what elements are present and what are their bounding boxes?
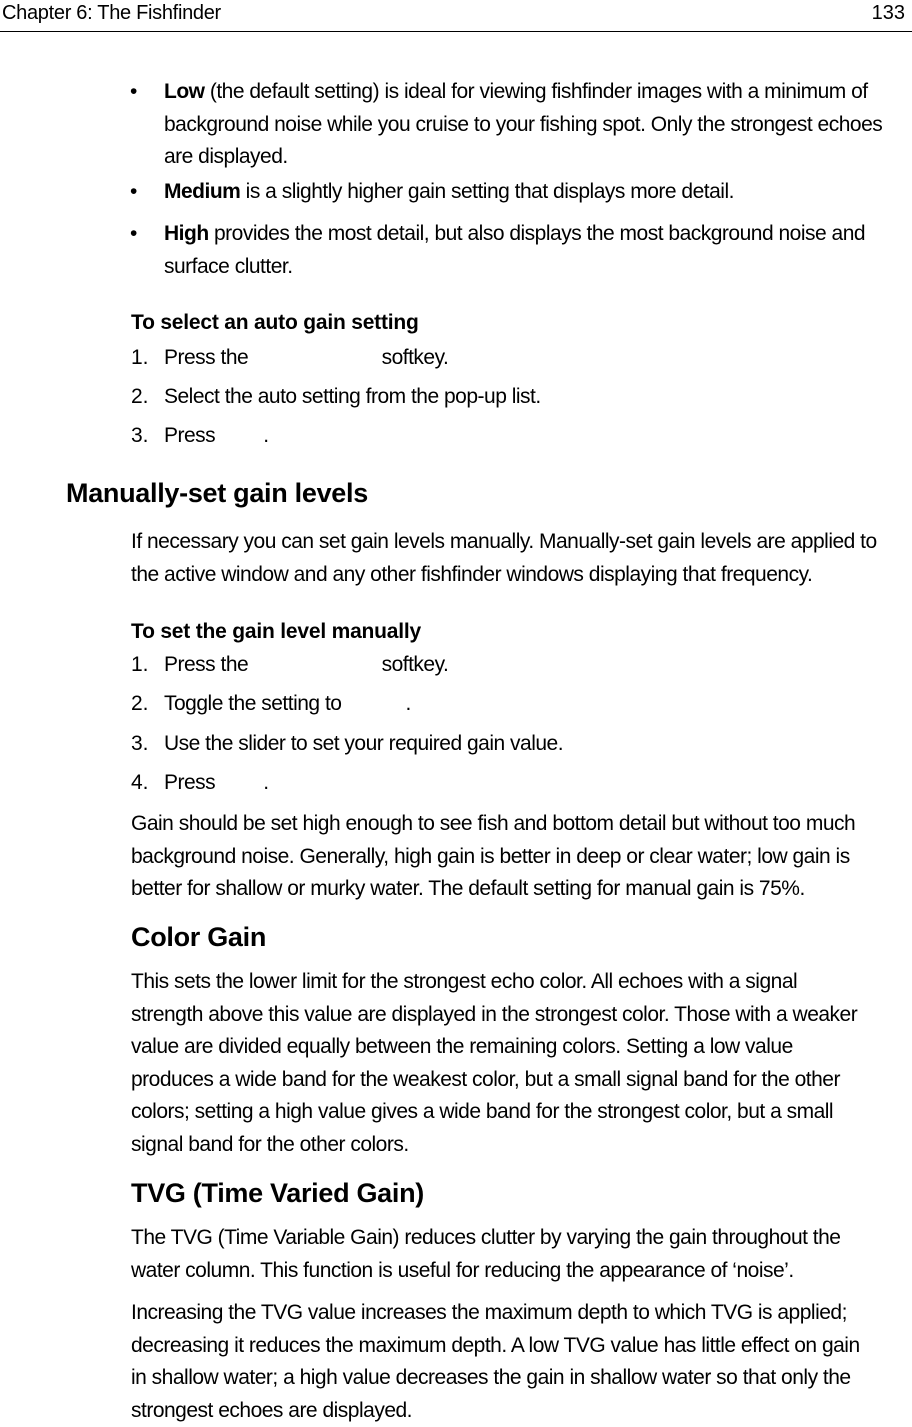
chapter-title: Chapter 6: The Fishfinder xyxy=(2,2,221,24)
step-text: Press the softkey. xyxy=(164,346,449,369)
step-text: Press . xyxy=(164,424,269,447)
step-text: Select the auto setting from the pop-up list. xyxy=(164,385,541,408)
bullet-medium xyxy=(164,176,909,209)
step-number: 3. xyxy=(131,732,149,755)
step-number: 1. xyxy=(131,653,149,676)
procedure-title-manual-gain: To set the gain level manually xyxy=(131,620,422,643)
section-heading-tvg: TVG (Time Varied Gain) xyxy=(131,1178,424,1208)
bullet-term: High xyxy=(164,222,209,245)
tvg-paragraph-1 xyxy=(131,1222,909,1287)
paragraph-line: the active window and any other fishfinder windows displaying that frequency. xyxy=(131,562,813,586)
bullet-text: (the default setting) is ideal for viewing fishfinder images with a minimum of xyxy=(204,80,868,103)
page-number: 133 xyxy=(871,2,905,24)
procedure-title-auto-gain: To select an auto gain setting xyxy=(131,311,419,334)
step-number: 2. xyxy=(131,385,149,408)
paragraph-line: background noise. Generally, high gain is better in deep or clear water; low gain is xyxy=(131,844,850,868)
color-gain-paragraph xyxy=(131,966,909,1161)
paragraph-line: strongest echoes are displayed. xyxy=(131,1398,413,1422)
step-text: Press the softkey. xyxy=(164,653,449,676)
paragraph-line: colors; setting a high value gives a wide band for the strongest color, but a small xyxy=(131,1100,834,1123)
bullet-marker: • xyxy=(130,222,138,245)
bullet-text: surface clutter. xyxy=(164,254,293,278)
bullet-text: background noise while you cruise to your fishing spot. Only the strongest echoes xyxy=(164,112,883,136)
bullet-high xyxy=(164,218,909,283)
step-text: Toggle the setting to . xyxy=(164,692,411,715)
bullet-text: are displayed. xyxy=(164,145,288,168)
paragraph-line: water column. This function is useful for reducing the appearance of ‘noise’. xyxy=(131,1258,794,1282)
bullet-term: Low xyxy=(164,80,205,103)
paragraph-line: decreasing it reduces the maximum depth. A low TVG value has little effect on gain xyxy=(131,1333,860,1357)
page-header xyxy=(0,0,912,32)
paragraph-line: This sets the lower limit for the strongest echo color. All echoes with a signal xyxy=(131,970,798,993)
bullet-marker: • xyxy=(130,180,138,203)
bullet-low xyxy=(164,76,909,174)
step-number: 3. xyxy=(131,424,149,447)
paragraph-line: produces a wide band for the weakest color, but a small signal band for the other xyxy=(131,1067,840,1091)
manual-gain-note xyxy=(131,808,909,906)
bullet-term: Medium xyxy=(164,180,241,203)
step-text: Press . xyxy=(164,771,269,794)
paragraph-line: signal band for the other colors. xyxy=(131,1132,409,1156)
paragraph-line: The TVG (Time Variable Gain) reduces clutter by varying the gain throughout the xyxy=(131,1226,841,1249)
paragraph-line: strength above this value are displayed in the strongest color. Those with a weaker xyxy=(131,1002,858,1026)
manual-intro-paragraph xyxy=(131,526,909,591)
step-number: 1. xyxy=(131,346,149,369)
bullet-text: is a slightly higher gain setting that displays more detail. xyxy=(240,180,734,203)
paragraph-line: in shallow water; a high value decreases the gain in shallow water so that only the xyxy=(131,1366,851,1389)
tvg-paragraph-2 xyxy=(131,1297,909,1427)
step-number: 2. xyxy=(131,692,149,715)
section-heading-color-gain: Color Gain xyxy=(131,922,267,952)
section-heading-manual-gain: Manually-set gain levels xyxy=(66,478,368,508)
bullet-marker: • xyxy=(130,80,138,103)
step-number: 4. xyxy=(131,771,149,794)
paragraph-line: value are divided equally between the remaining colors. Setting a low value xyxy=(131,1035,793,1058)
step-text: Use the slider to set your required gain value. xyxy=(164,732,564,755)
paragraph-line: If necessary you can set gain levels manually. Manually-set gain levels are applied to xyxy=(131,530,877,553)
paragraph-line: better for shallow or murky water. The default setting for manual gain is 75%. xyxy=(131,877,805,900)
bullet-text: provides the most detail, but also displays the most background noise and xyxy=(208,222,866,245)
paragraph-line: Gain should be set high enough to see fish and bottom detail but without too much xyxy=(131,812,856,835)
paragraph-line: Increasing the TVG value increases the maximum depth to which TVG is applied; xyxy=(131,1301,847,1324)
